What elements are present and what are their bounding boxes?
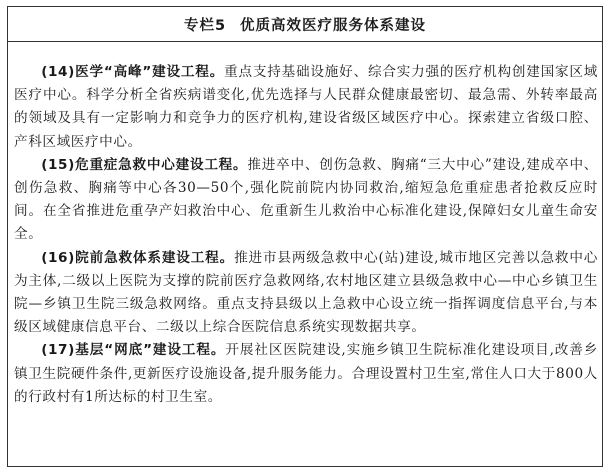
item-body: 推进卒中、创伤急救、胸痛“三大中心”建设,建成卒中、创伤急救、胸痛等中心各30—50个,强化院前院内协同救治,缩短急危重症患者抢救反应时间。在全省推进危重孕产妇救治中心、危重新生儿救治中心标准化建设,保障妇女儿童生命安全。 [14, 156, 598, 243]
item-grassroots-network [14, 339, 598, 409]
item-heading: (15)危重症急救中心建设工程。 [41, 156, 248, 173]
item-prehospital-emergency [14, 247, 598, 340]
box-label: 专栏5 [183, 17, 227, 34]
item-body: 重点支持基础设施好、综合实力强的医疗机构创建国家区域医疗中心。科学分析全省疾病谱变化,优先选择与人民群众健康最密切、最急需、外转率最高的领域及具有一定影响力和竞争力的医疗机构,建设省级区域医疗中心。探索建立省级口腔、产科区域医疗中心。 [14, 64, 598, 150]
item-body: 推进市县两级急救中心(站)建设,城市地区完善以急救中心为主体,二级以上医院为支撑的院前医疗急救网络,农村地区建立县级急救中心—中心乡镇卫生院—乡镇卫生院三级急救网络。重点支持县级以上急救中心设立统一指挥调度信息平台,与本级区域健康信息平台、二级以上综合医院信息系统实现数据共享。 [14, 249, 598, 336]
item-body: 开展社区医院建设,实施乡镇卫生院标准化建设项目,改善乡镇卫生院硬件条件,更新医疗设施设备,提升服务能力。合理设置村卫生室,常住人口大于800人的行政村有1所达标的村卫生室。 [14, 342, 599, 405]
item-critical-care [14, 154, 598, 247]
item-heading: (16)院前急救体系建设工程。 [41, 249, 235, 266]
box-content [14, 61, 598, 409]
box-title: 优质高效医疗服务体系建设 [240, 17, 427, 34]
item-heading: (14)医学“高峰”建设工程。 [41, 64, 225, 80]
item-medical-peak [14, 61, 598, 154]
box-header [8, 7, 602, 42]
item-heading: (17)基层“网底”建设工程。 [41, 342, 226, 359]
